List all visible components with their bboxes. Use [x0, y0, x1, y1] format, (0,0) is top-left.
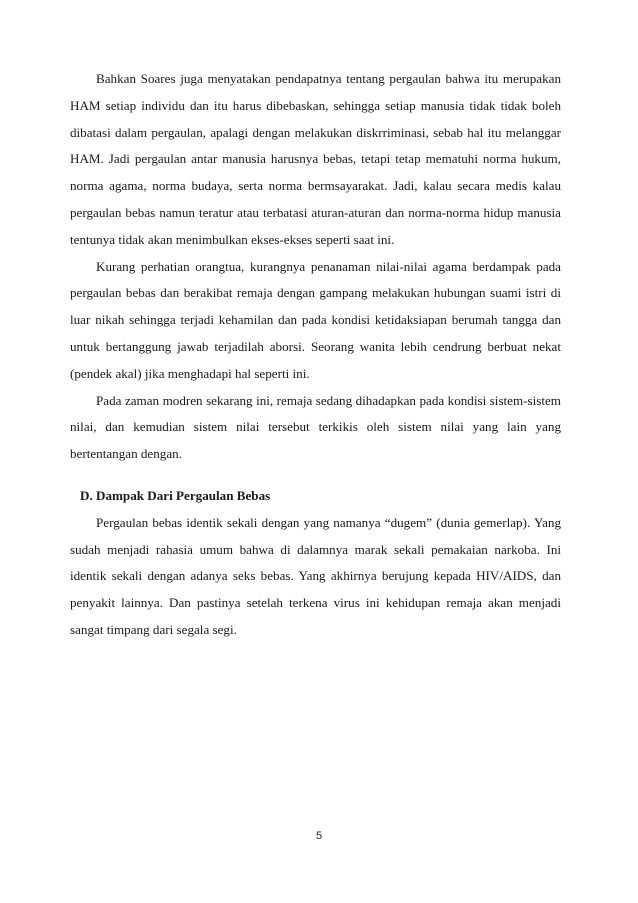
page-body: [70, 66, 561, 644]
paragraph-parental-attention: Kurang perhatian orangtua, kurangnya penanaman nilai-nilai agama berdampak pada pergaulan bebas dan berakibat remaja dengan gampang melakukan hubungan suami istri di luar nikah sehingga terjadi kehamilan dan pada kondisi ketidaksiapan berumah tangga dan untuk bertanggung jawab terjadilah aborsi. Seorang wanita lebih cendrung berbuat nekat (pendek akal) jika menghadapi hal seperti ini.: [70, 258, 561, 381]
paragraph-dugem-impact: Pergaulan bebas identik sekali dengan yang namanya “dugem” (dunia gemerlap). Yang sudah menjadi rahasia umum bahwa di dalamnya marak sekali pemakaian narkoba. Ini identik sekali dengan adanya seks bebas. Yang akhirnya berujung kepada HIV/AIDS, dan penyakit lainnya. Dan pastinya setelah terkena virus ini kehidupan remaja akan menjadi sangat timpang dari segala segi.: [70, 514, 561, 637]
page-number: 5: [315, 830, 323, 842]
paragraph-soares-ham: Bahkan Soares juga menyatakan pendapatnya tentang pergaulan bahwa itu merupakan HAM setiap individu dan itu harus dibebaskan, sehingga setiap manusia tidak tidak boleh dibatasi dalam pergaulan, apalagi dengan melakukan diskrriminasi, sebab hal itu melanggar HAM. Jadi pergaulan antar manusia harusnya bebas, tetapi tetap mematuhi norma hukum, norma agama, norma budaya, serta norma bermsayarakat. Jadi, kalau secara medis kalau pergaulan bebas namun teratur atau terbatasi aturan-aturan dan norma-norma hidup manusia tentunya tidak akan menimbulkan ekses-ekses seperti saat ini.: [70, 71, 561, 247]
paragraph-modern-era: Pada zaman modren sekarang ini, remaja sedang dihadapkan pada kondisi sistem-sistem nilai, dan kemudian sistem nilai tersebut terkikis oleh sistem nilai yang lain yang bertentangan dengan.: [70, 392, 561, 462]
section-heading: D. Dampak Dari Pergaulan Bebas: [80, 487, 271, 503]
